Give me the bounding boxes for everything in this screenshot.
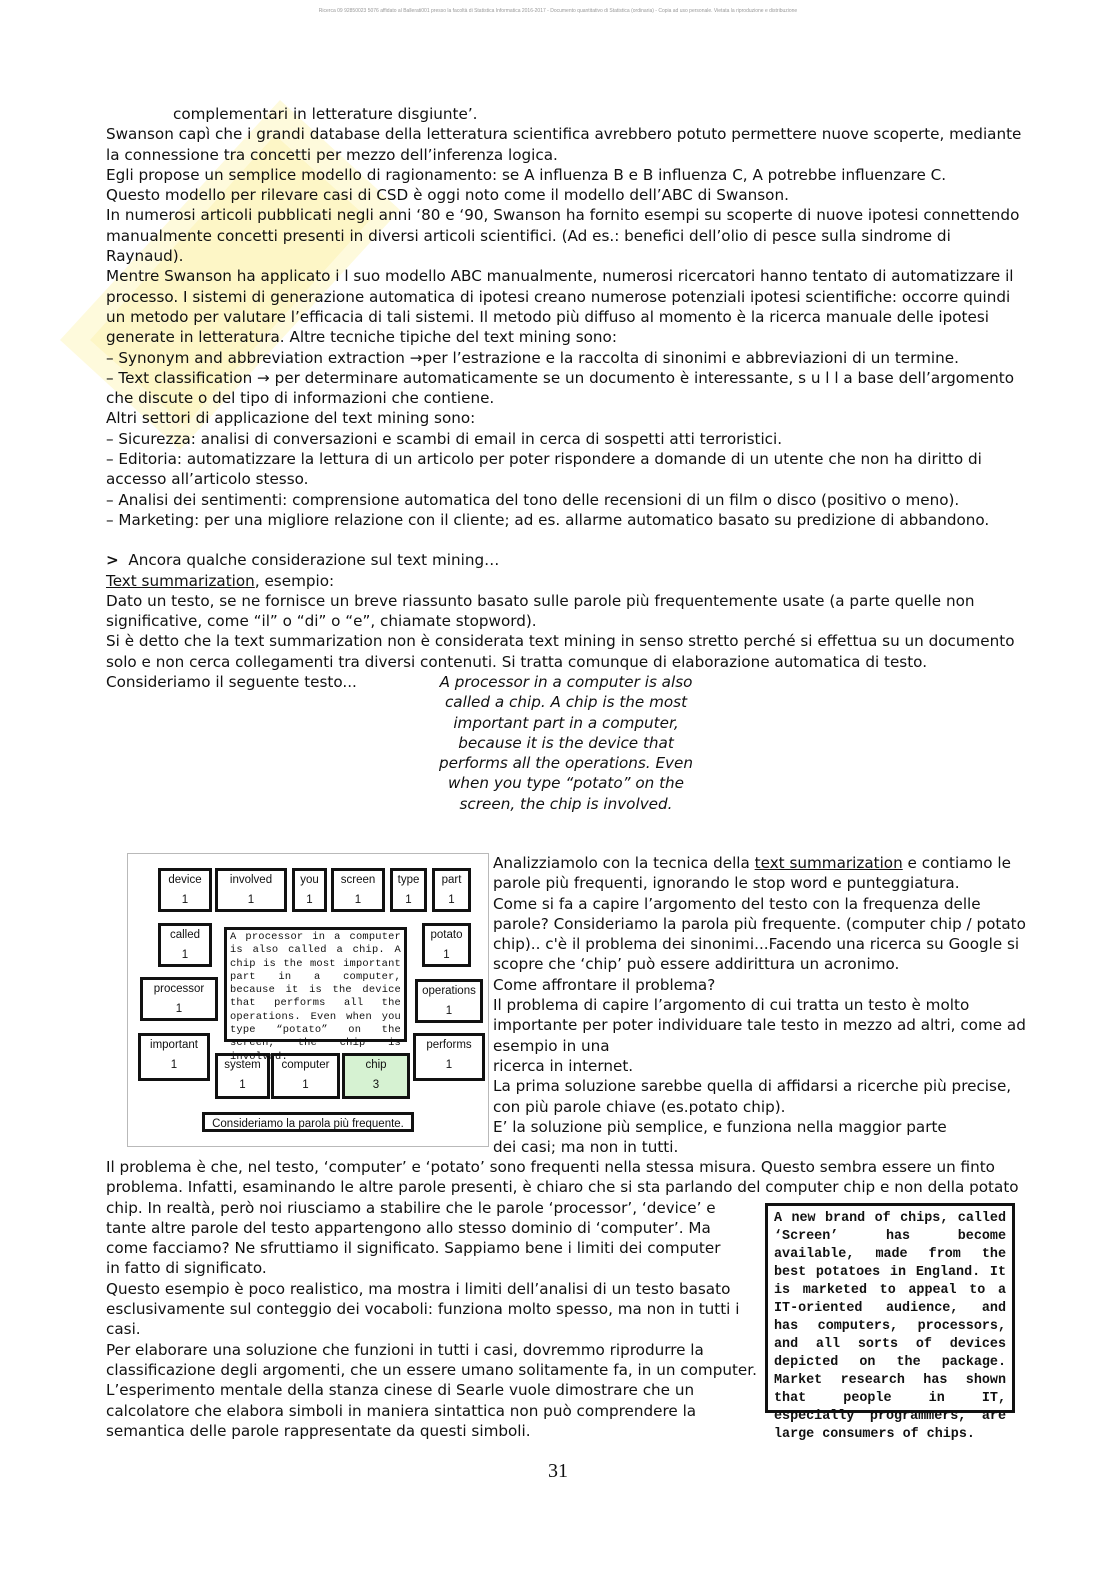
word-box	[415, 979, 483, 1023]
word-label: operations	[422, 985, 476, 997]
paragraph: Questo modello per rilevare casi di CSD è oggi noto come il modello dell’ABC di Swanson.	[106, 186, 789, 205]
word-label: screen	[340, 874, 376, 886]
word-label: type	[397, 874, 420, 886]
word-count: 1	[302, 1079, 309, 1091]
example-quote: A processor in a computer is also called a chip. A chip is the most important part in a computer, because it is the device that performs all the operations. Even when you type “potato” on the screen, the chip is involved.	[438, 673, 693, 813]
word-count: 3	[372, 1079, 380, 1091]
arrow-marker: >	[106, 551, 119, 570]
word-label: called	[169, 929, 201, 941]
word-box	[432, 868, 471, 912]
paragraph: Dato un testo, se ne fornisce un breve riassunto basato sulle parole più frequentemente usate (a parte quelle non significative, come “il” o “di” o “e”, chiamate stopword).	[106, 591, 975, 631]
summarization-link: text summarization	[754, 854, 903, 872]
word-box	[138, 1033, 210, 1081]
section-heading-text: Ancora qualche considerazione sul text mining…	[128, 551, 500, 570]
word-count: 1	[175, 1003, 183, 1015]
word-box-highlighted	[342, 1053, 410, 1099]
word-label: system	[224, 1059, 261, 1071]
word-label: device	[168, 874, 202, 886]
word-count: 1	[170, 1059, 178, 1071]
list-item: – Synonym and abbreviation extraction →per l’estrazione e la raccolta di sinonimi e abbreviazioni di un termine.	[106, 348, 959, 367]
list-item: – Analisi dei sentimenti: comprensione automatica del tono delle recensioni di un film o disco (positivo o meno).	[106, 490, 960, 509]
word-box	[390, 868, 427, 912]
word-count: 1	[405, 894, 412, 906]
paragraph: Come affrontare il problema?	[493, 975, 716, 994]
word-count: 1	[181, 894, 189, 906]
paragraph: complementari in letterature disgiunte’.	[173, 105, 478, 123]
word-count: 1	[239, 1079, 246, 1091]
paragraph: Si è detto che la text summarization non è considerata text mining in senso stretto perché si effettua su un documento solo e non cerca collegamenti tra diversi contenuti. Si tratta comunque di elaborazione automatica di testo.	[106, 632, 1015, 671]
main-text	[106, 104, 1026, 692]
word-label: involved	[229, 874, 273, 886]
word-box	[331, 868, 385, 912]
word-box	[292, 868, 327, 912]
page-number: 31	[548, 1460, 568, 1482]
word-label: potato	[430, 929, 463, 941]
summarization-title	[106, 571, 1026, 591]
paragraph: chip. In realtà, però noi riusciamo a stabilire che le parole ‘processor’, ‘device’ e tante altre parole del testo appartengono allo stesso dominio di ‘computer’. Ma come facciamo? Ne sfruttiamo il significato. Sappiamo bene i limiti dei computer in fatto di significato.	[106, 1198, 721, 1278]
word-label: chip	[365, 1059, 387, 1071]
paragraph: Il problema è che, nel testo, ‘computer’ e ‘potato’ sono frequenti nella stessa misura. Questo sembra essere un finto problema. Infatti, esaminando le altre parole presenti, è chiaro che si sta parlando del computer chip e non della potato	[106, 1158, 1019, 1197]
paragraph: Per elaborare una soluzione che funzioni in tutti i casi, dovremmo riprodurre la classificazione degli argomenti, che un essere umano solitamente fa, in un computer.	[106, 1340, 757, 1379]
paragraph: Consideriamo il seguente testo...	[106, 673, 357, 692]
paragraph: Come si fa a capire l’argomento del testo con la frequenza delle parole? Consideriamo la parola più frequente. (computer chip / potato chip).. c'è il problema dei sinonimi...Facendo una ricerca su Google si scopre che ‘chip’ può essere addirittura un acronimo.	[493, 894, 1026, 974]
word-count-figure	[127, 853, 489, 1147]
summarization-suffix: , esempio:	[254, 571, 335, 590]
word-count: 1	[445, 1005, 453, 1017]
paragraph: L’esperimento mentale della stanza cinese di Searle vuole dimostrare che un calcolatore che elabora simboli in maniera sintattica non può comprendere la semantica delle parole rappresentate da questi simboli.	[106, 1381, 697, 1440]
word-count: 1	[247, 894, 255, 906]
paragraph: Altri settori di applicazione del text mining sono:	[106, 409, 476, 428]
list-item: – Sicurezza: analisi di conversazioni e scambi di email in cerca di sospetti atti terroristici.	[106, 429, 783, 448]
word-label: processor	[153, 983, 205, 995]
section-heading	[106, 550, 1026, 570]
word-label: important	[150, 1039, 198, 1051]
word-count: 1	[445, 1059, 453, 1071]
paragraph	[493, 853, 1033, 894]
paragraph: In numerosi articoli pubblicati negli anni ‘80 e ‘90, Swanson ha fornito esempi su scoperte di nuove ipotesi connettendo manualmente concetti presenti in diversi articoli scientifici. (Ad es.: benefici dell’olio di pesce sulla sindrome di Raynaud).	[106, 206, 1020, 266]
paragraph: Swanson capì che i grandi database della letteratura scientifica avrebbero potuto permettere nuove scoperte, mediante la connessione tra concetti per mezzo dell’inferenza logica.	[106, 125, 1022, 164]
list-item: – Text classification → per determinare automaticamente se un documento è interessante, s u l l a base dell’argomento che discute o del tipo di informazioni che contiene.	[106, 368, 1015, 408]
word-count: 1	[354, 894, 362, 906]
word-count: 1	[448, 894, 455, 906]
paragraph: Mentre Swanson ha applicato i l suo modello ABC manualmente, numerosi ricercatori hanno tentato di automatizzare il processo. I sistemi di generazione automatica di ipotesi creano numerose potenziali ipotesi scientifiche: occorre quindi un metodo per valutare l’efficacia di tali sistemi. Il metodo più diffuso al momento è la ricerca manuale delle ipotesi generate in letteratura. Altre tecniche tipiche del text mining sono:	[106, 267, 1014, 347]
list-item: – Marketing: per una migliore relazione con il cliente; ad es. allarme automatico basato su predizione di abbandono.	[106, 510, 990, 529]
paragraph: La prima soluzione sarebbe quella di affidarsi a ricerche più precise, con più parole chiave (es.potato chip).	[493, 1077, 1012, 1116]
word-count: 1	[306, 894, 313, 906]
word-box	[422, 923, 471, 967]
word-box	[158, 923, 212, 967]
figure-sample-text: A processor in a computer is also called a chip. A chip is the most important part in a computer, because it is the device that performs all the operations. Even when you type “potato” on the screen, the chip is involved.	[224, 927, 407, 1042]
word-box	[215, 868, 287, 912]
paragraph: Egli propose un semplice modello di ragionamento: se A influenza B e B influenza C, A potrebbe influenzare C.	[106, 165, 947, 184]
watermark-header: Ricerca 09 92850023 5076 affidato al Ballerati001 presso la facoltà di Statistica Informatica 2016-2017 - Documento quantitativo di Statistica (ordinaria) - Copia ad uso personale. Vietata la riproduzione e distribuzione	[318, 8, 798, 14]
paragraph: Questo esempio è poco realistico, ma mostra i limiti dell’analisi di un testo basato esclusivamente sul conteggio dei vocaboli: funziona molto spesso, ma non in tutti i casi.	[106, 1279, 740, 1339]
word-count: 1	[443, 949, 450, 961]
paragraph: ricerca in internet.	[493, 1056, 634, 1075]
text: e contiamo le parole più frequenti, ignorando le stop word e punteggiatura.	[493, 854, 1011, 893]
paragraph: E’ la soluzione più semplice, e funziona nella maggior parte dei casi; ma non in tutti.	[493, 1117, 947, 1157]
word-label: part	[441, 874, 462, 886]
figure-caption: Consideriamo la parola più frequente.	[202, 1112, 414, 1132]
word-count: 1	[181, 949, 189, 961]
word-box	[158, 868, 212, 912]
word-box	[413, 1033, 485, 1081]
word-box	[140, 977, 218, 1021]
right-column	[493, 853, 1033, 1157]
list-item: – Editoria: automatizzare la lettura di un articolo per poter rispondere a domande di un utente che non ha diritto di accesso all’articolo stesso.	[106, 450, 982, 489]
paragraph: Il problema di capire l’argomento di cui tratta un testo è molto importante per poter individuare tale testo in mezzo ad altri, come ad esempio in una	[493, 996, 1026, 1055]
text: Analizziamolo con la tecnica della	[493, 854, 755, 872]
summarization-link: Text summarization	[106, 571, 255, 590]
word-label: performs	[426, 1039, 472, 1051]
word-label: computer	[281, 1059, 330, 1071]
word-label: you	[300, 874, 319, 886]
example-sidebox: A new brand of chips, called ‘Screen’ has become available, made from the best potatoes in England. It is marketed to appeal to a IT-oriented audience, and has computers, processors, and all sorts of devices depicted on the package. Market research has shown that people in IT, especially programmers, are large consumers of chips.	[765, 1203, 1015, 1413]
